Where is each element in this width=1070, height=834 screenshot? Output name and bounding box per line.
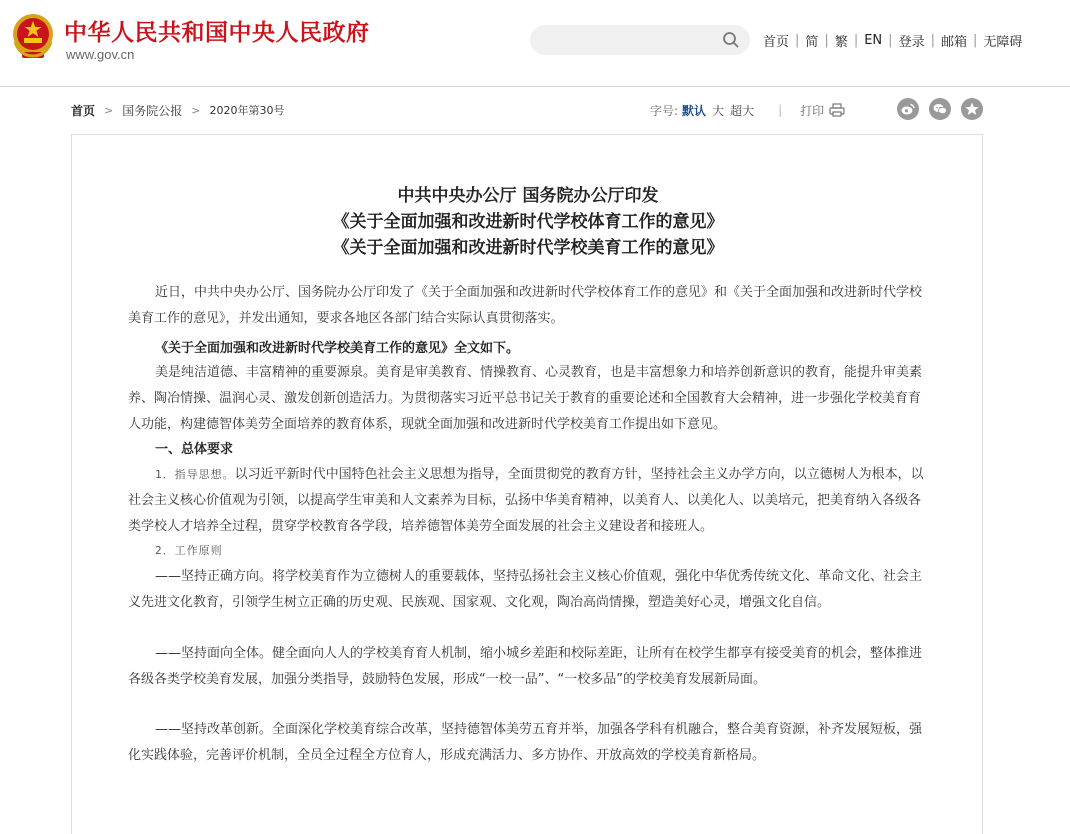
search-box: [530, 25, 750, 55]
paragraph-label: 1．指导思想。: [155, 468, 235, 481]
national-emblem-icon[interactable]: [10, 12, 56, 60]
article-paragraph: ——坚持正确方向。将学校美育作为立德树人的重要载体，坚持弘扬社会主义核心价值观，强化中华优秀传统文化、革命文化、社会主义先进文化教育，引领学生树立正确的历史观、民族观、国家观、文化观，陶冶高尚情操，塑造美好心灵，增强文化自信。: [128, 569, 923, 610]
article-paragraph: 近日，中共中央办公厅、国务院办公厅印发了《关于全面加强和改进新时代学校体育工作的意见》和《关于全面加强和改进新时代学校美育工作的意见》，并发出通知，要求各地区各部门结合实际认真贯彻落实。: [128, 285, 923, 326]
search-input[interactable]: [544, 30, 714, 50]
print-icon[interactable]: [829, 103, 845, 117]
wechat-icon[interactable]: [929, 98, 951, 120]
nav-separator: |: [888, 32, 893, 48]
font-size-large[interactable]: 大: [712, 103, 725, 118]
search-icon[interactable]: [722, 31, 740, 49]
nav-english[interactable]: EN: [864, 32, 883, 48]
nav-home[interactable]: 首页: [763, 34, 790, 50]
nav-separator: |: [972, 32, 978, 48]
article-paragraph: [128, 538, 928, 564]
article-body: [71, 134, 983, 834]
section-heading: 一、总体要求: [155, 442, 234, 457]
header-divider: [0, 86, 1070, 87]
breadcrumb-home[interactable]: 首页: [71, 103, 96, 118]
nav-mail[interactable]: 邮箱: [940, 34, 967, 50]
nav-simplified[interactable]: 简: [805, 34, 819, 50]
article-paragraph: ——坚持面向全体。健全面向人人的学校美育育人机制，缩小城乡差距和校际差距，让所有在校学生都享有接受美育的机会，整体推进各级各类学校美育发展，加强分类指导，鼓励特色发展，形成“一校一品”、“一校多品”的学校美育发展新局面。: [128, 646, 923, 687]
chevron-right-icon: >: [104, 103, 114, 117]
tools-separator: |: [778, 103, 783, 117]
article-title-line: 中共中央办公厅 国务院办公厅印发: [397, 186, 659, 206]
article-tools: [650, 100, 845, 120]
weibo-icon[interactable]: [897, 98, 919, 120]
nav-traditional[interactable]: 繁: [834, 34, 848, 50]
breadcrumb: [71, 101, 284, 119]
article-subheading: 《关于全面加强和改进新时代学校美育工作的意见》全文如下。: [155, 341, 520, 356]
font-size-xlarge[interactable]: 超大: [730, 103, 755, 118]
nav-login[interactable]: 登录: [898, 34, 925, 50]
font-size-label: 字号:: [650, 103, 679, 118]
site-name[interactable]: 中华人民共和国中央人民政府: [64, 20, 370, 46]
breadcrumb-section[interactable]: 国务院公报: [122, 103, 183, 118]
nav-separator: |: [930, 32, 935, 48]
nav-separator: |: [795, 32, 800, 48]
nav-accessibility[interactable]: 无障碍: [983, 34, 1023, 50]
nav-separator: |: [853, 32, 859, 48]
favorite-icon[interactable]: [961, 98, 983, 120]
article-title-line: 《关于全面加强和改进新时代学校体育工作的意见》: [332, 212, 724, 232]
paragraph-text: 以习近平新时代中国特色社会主义思想为指导，全面贯彻党的教育方针，坚持社会主义办学方向，以立德树人为根本，以社会主义核心价值观为引领，以提高学生审美和人文素养为目标，弘扬中华美育精神，以美育人、以美化人、以美培元，把美育纳入各级各类学校人才培养全过程，贯穿学校教育各学段，培养德智体美劳全面发展的社会主义建设者和接班人。: [128, 467, 924, 534]
top-nav: [763, 31, 1022, 49]
site-url[interactable]: www.gov.cn: [66, 47, 135, 62]
article-paragraph: [128, 462, 928, 540]
breadcrumb-issue[interactable]: 2020年第30号: [209, 104, 285, 117]
site-header: [0, 0, 1070, 86]
article-title-line: 《关于全面加强和改进新时代学校美育工作的意见》: [332, 238, 724, 258]
article-paragraph: ——坚持改革创新。全面深化学校美育综合改革，坚持德智体美劳五育并举，加强各学科有机融合，整合美育资源，补齐发展短板，强化实践体验，完善评价机制，全员全过程全方位育人，形成充满活力、多方协作、开放高效的学校美育新格局。: [128, 722, 923, 763]
print-label[interactable]: 打印: [800, 103, 825, 118]
font-size-default[interactable]: 默认: [682, 103, 707, 118]
chevron-right-icon: >: [191, 103, 201, 117]
nav-separator: |: [824, 32, 829, 48]
paragraph-label: 2．工作原则: [155, 544, 223, 557]
article-paragraph: 美是纯洁道德、丰富精神的重要源泉。美育是审美教育、情操教育、心灵教育，也是丰富想象力和培养创新意识的教育，能提升审美素养、陶冶情操、温润心灵、激发创新创造活力。为贯彻落实习近平总书记关于教育的重要论述和全国教育大会精神，进一步强化学校美育育人功能，构建德智体美劳全面培养的教育体系，现就全面加强和改进新时代学校美育工作提出如下意见。: [128, 365, 923, 432]
